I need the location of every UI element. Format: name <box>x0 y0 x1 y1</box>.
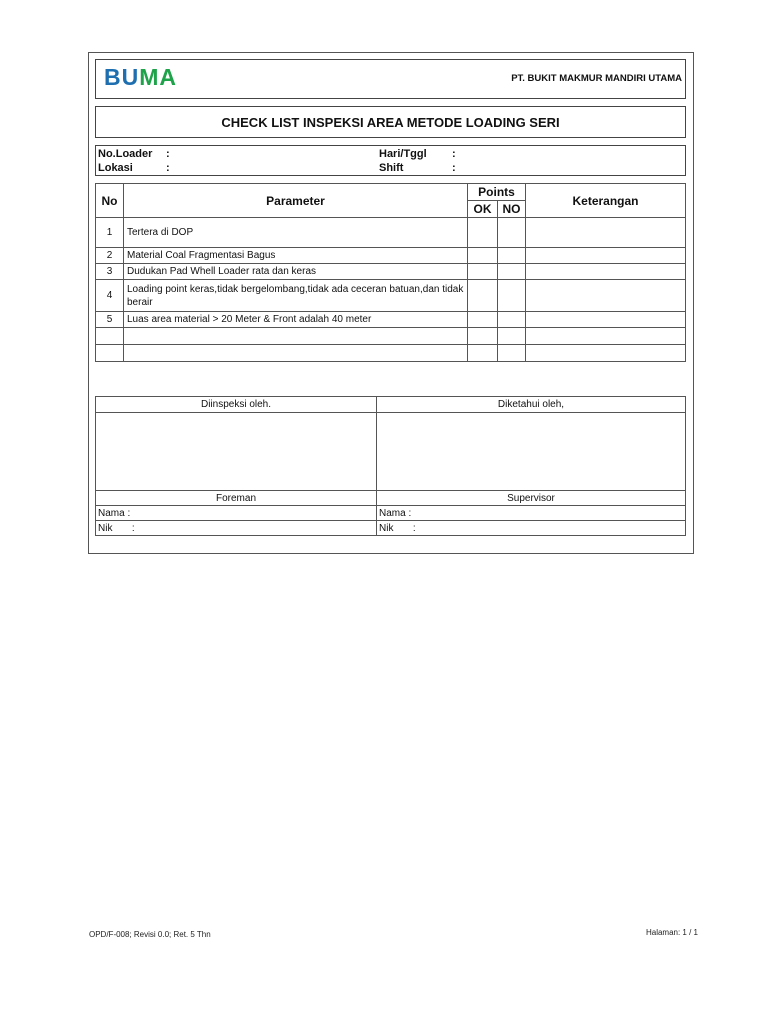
row-no: 3 <box>96 264 124 280</box>
empty-cell <box>96 345 124 362</box>
table-row <box>96 264 686 280</box>
shift-colon: : <box>452 162 456 174</box>
supervisor-nik-field[interactable]: Nik : <box>377 521 686 536</box>
inspected-by-label: Diinspeksi oleh. <box>96 397 377 413</box>
supervisor-signature-area[interactable] <box>377 413 686 491</box>
no-cell[interactable] <box>498 328 526 345</box>
shift-label: Shift <box>379 162 404 174</box>
ok-cell[interactable] <box>468 328 498 345</box>
signature-table <box>95 396 686 536</box>
header-ok: OK <box>468 201 498 218</box>
row-no: 2 <box>96 248 124 264</box>
keterangan-cell[interactable] <box>526 312 686 328</box>
header-keterangan: Keterangan <box>526 184 686 218</box>
lokasi-colon: : <box>166 162 170 174</box>
empty-cell <box>124 328 468 345</box>
keterangan-cell[interactable] <box>526 218 686 248</box>
row-no: 1 <box>96 218 124 248</box>
header-no: No <box>96 184 124 218</box>
checklist-table <box>95 183 686 362</box>
buma-logo <box>104 64 177 91</box>
foreman-nama-field[interactable]: Nama : <box>96 506 377 521</box>
ok-cell[interactable] <box>468 264 498 280</box>
acknowledged-by-label: Diketahui oleh, <box>377 397 686 413</box>
foreman-label: Foreman <box>96 491 377 506</box>
lokasi-label: Lokasi <box>98 162 133 174</box>
header-no-point: NO <box>498 201 526 218</box>
ok-cell[interactable] <box>468 345 498 362</box>
logo-text-ma: MA <box>139 64 178 90</box>
empty-cell <box>124 345 468 362</box>
table-row <box>96 218 686 248</box>
supervisor-nama-field[interactable]: Nama : <box>377 506 686 521</box>
no-cell[interactable] <box>498 218 526 248</box>
table-row <box>96 345 686 362</box>
loader-label: No.Loader <box>98 148 153 160</box>
no-cell[interactable] <box>498 264 526 280</box>
row-parameter: Loading point keras,tidak bergelombang,tidak ada ceceran batuan,dan tidak berair <box>124 280 468 312</box>
form-title: CHECK LIST INSPEKSI AREA METODE LOADING SERI <box>95 106 686 138</box>
keterangan-cell[interactable] <box>526 345 686 362</box>
inspector-signature-area[interactable] <box>96 413 377 491</box>
table-row <box>96 312 686 328</box>
keterangan-cell[interactable] <box>526 264 686 280</box>
company-name: PT. BUKIT MAKMUR MANDIRI UTAMA <box>511 73 682 84</box>
table-row <box>96 280 686 312</box>
header-points: Points <box>468 184 526 201</box>
keterangan-cell[interactable] <box>526 280 686 312</box>
document-code: OPD/F-008; Revisi 0.0; Ret. 5 Thn <box>89 930 211 939</box>
row-no: 4 <box>96 280 124 312</box>
ok-cell[interactable] <box>468 218 498 248</box>
empty-cell <box>96 328 124 345</box>
header-parameter: Parameter <box>124 184 468 218</box>
foreman-nik-field[interactable]: Nik : <box>96 521 377 536</box>
ok-cell[interactable] <box>468 248 498 264</box>
tanggal-label: Hari/Tggl <box>379 148 427 160</box>
ok-cell[interactable] <box>468 312 498 328</box>
no-cell[interactable] <box>498 312 526 328</box>
row-parameter: Luas area material > 20 Meter & Front adalah 40 meter <box>124 312 468 328</box>
ok-cell[interactable] <box>468 280 498 312</box>
page-number: Halaman: 1 / 1 <box>645 928 698 937</box>
loader-colon: : <box>166 148 170 160</box>
row-parameter: Tertera di DOP <box>124 218 468 248</box>
no-cell[interactable] <box>498 248 526 264</box>
table-row <box>96 328 686 345</box>
row-no: 5 <box>96 312 124 328</box>
row-parameter: Material Coal Fragmentasi Bagus <box>124 248 468 264</box>
row-parameter: Dudukan Pad Whell Loader rata dan keras <box>124 264 468 280</box>
no-cell[interactable] <box>498 280 526 312</box>
tanggal-colon: : <box>452 148 456 160</box>
supervisor-label: Supervisor <box>377 491 686 506</box>
keterangan-cell[interactable] <box>526 328 686 345</box>
table-row <box>96 248 686 264</box>
logo-text-bu: BU <box>104 64 140 90</box>
no-cell[interactable] <box>498 345 526 362</box>
keterangan-cell[interactable] <box>526 248 686 264</box>
info-box <box>95 145 686 176</box>
